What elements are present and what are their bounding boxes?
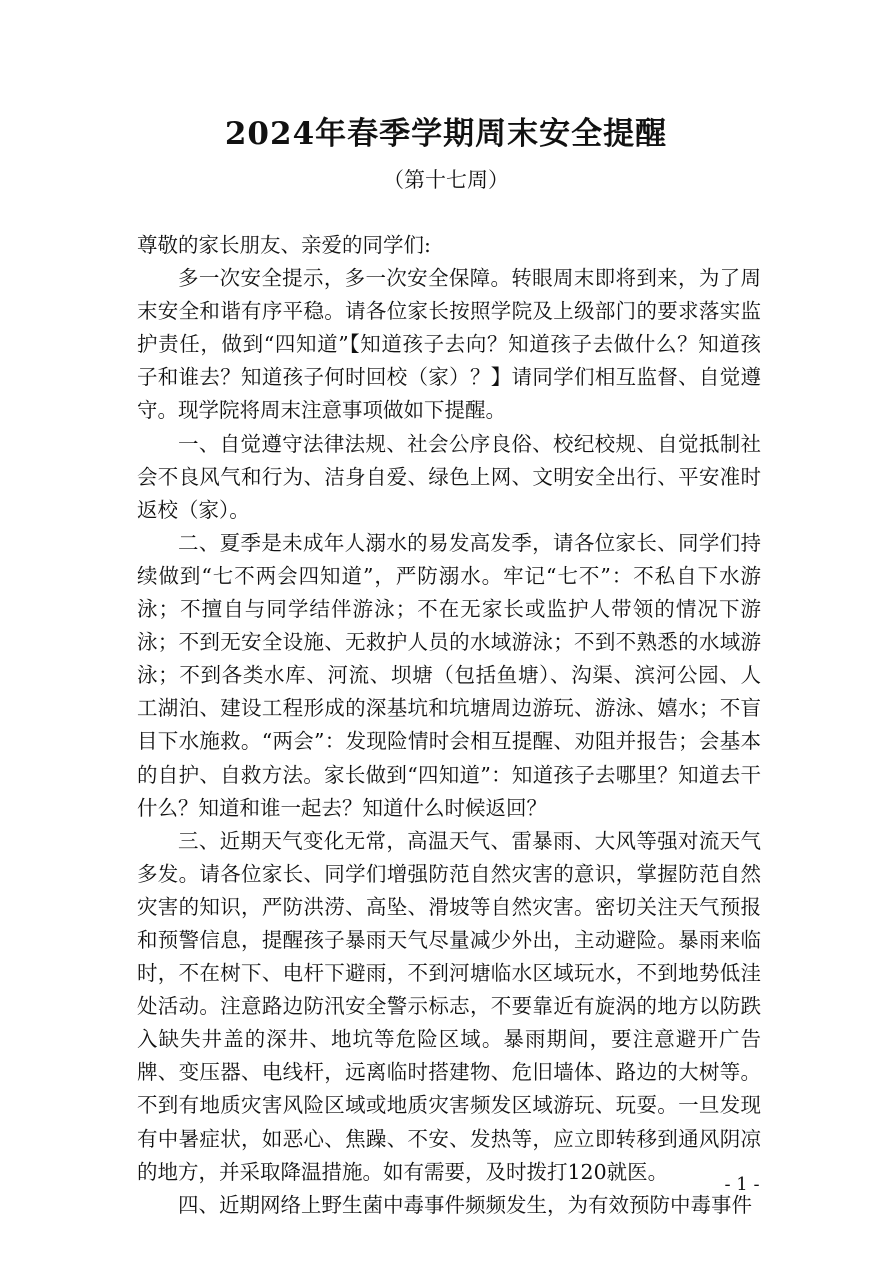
salutation: 尊敬的家长朋友、亲爱的同学们:: [137, 233, 431, 257]
paragraph-item-2: 二、夏季是未成年人溺水的易发高发季，请各位家长、同学们持续做到“七不两会四知道”，严防溺水。牢记“七不”：不私自下水游泳；不擅自与同学结伴游泳；不在无家长或监护人带领的情况下游泳；不到无安全设施、无救护人员的水域游泳；不到不熟悉的水域游泳；不到各类水库、河流、坝塘（包括鱼塘）、沟渠、滨河公园、人工湖泊、建设工程形成的深基坑和坑塘周边游玩、游泳、嬉水；不盲目下水施救。“两会”：发现险情时会相互提醒、劝阻并报告；会基本的自护、自救方法。家长做到“四知道”：知道孩子去哪里？知道去干什么？知道和谁一起去？知道什么时候返回？: [137, 530, 761, 820]
paragraph-item-1: 一、自觉遵守法律法规、社会公序良俗、校纪校规、自觉抵制社会不良风气和行为、洁身自爱、绿色上网、文明安全出行、平安准时返校（家）。: [137, 431, 761, 522]
document-subtitle: （第十七周）: [383, 168, 509, 192]
paragraph-item-4: 四、近期网络上野生菌中毒事件频频发生，为有效预防中毒事件: [178, 1192, 752, 1217]
document-body: [137, 229, 761, 1222]
paragraph-item-3: 三、近期天气变化无常，高温天气、雷暴雨、大风等强对流天气多发。请各位家长、同学们增强防范自然灾害的意识，掌握防范自然灾害的知识，严防洪涝、高坠、滑坡等自然灾害。密切关注天气预报和预警信息，提醒孩子暴雨天气尽量减少外出，主动避险。暴雨来临时，不在树下、电杆下避雨，不到河塘临水区域玩水，不到地势低洼处活动。注意路边防汛安全警示标志，不要靠近有旋涡的地方以防跌入缺失井盖的深井、地坑等危险区域。暴雨期间，要注意避开广告牌、变压器、电线杆，远离临时搭建物、危旧墙体、路边的大树等。不到有地质灾害风险区域或地质灾害频发区域游玩、玩耍。一旦发现有中暑症状，如恶心、焦躁、不安、发热等，应立即转移到通风阴凉的地方，并采取降温措施。如有需要，及时拨打120就医。: [137, 828, 761, 1184]
page-number: - 1 -: [724, 1174, 760, 1195]
document-title: 2024年春季学期周末安全提醒: [224, 116, 668, 152]
paragraph-intro: 多一次安全提示，多一次安全保障。转眼周末即将到来，为了周末安全和谐有序平稳。请各位家长按照学院及上级部门的要求落实监护责任，做到“四知道”【知道孩子去向？知道孩子去做什么？知道孩子和谁去？知道孩子何时回校（家）？】请同学们相互监督、自觉遵守。现学院将周末注意事项做如下提醒。: [137, 266, 761, 423]
